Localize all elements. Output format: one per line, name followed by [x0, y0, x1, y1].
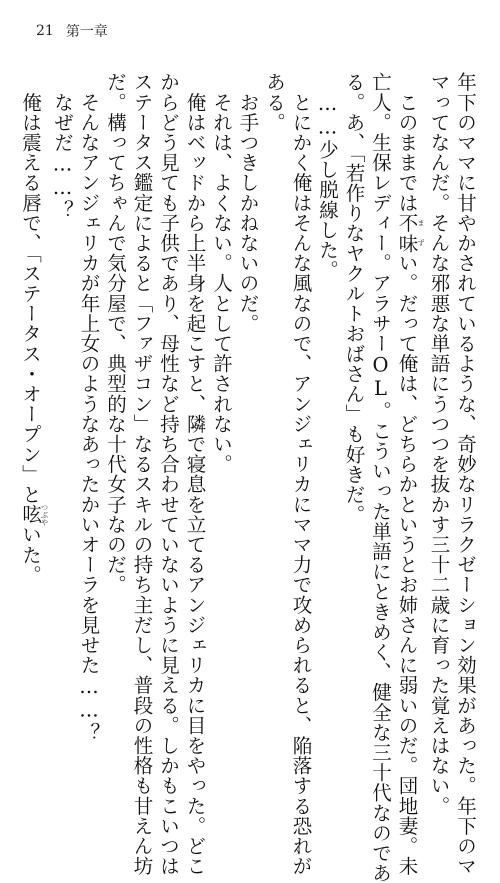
text-line: このままでは不味まずい。だって俺は、どちらかというとお姉さんに弱いのだ。団地妻。未	[395, 72, 426, 877]
text-line: なぜだ……？	[51, 72, 74, 220]
text-line: 俺は震える唇で、「ステータス・オープン」と呟つぶやいた。	[19, 72, 49, 585]
text-line: からどう見ても子供であり、母性など持ち合わせていないように見える。しかもこいつは	[157, 72, 180, 876]
text-line: とにかく俺はそんな風なので、アンジェリカにママ力で攻められると、陥落する恐れが	[289, 72, 313, 876]
body-text	[17, 72, 479, 883]
text-line: 年下のママに甘やかされているような、奇妙なリラクゼーション効果があった。年下のマ	[454, 72, 477, 876]
page-number: 21	[36, 23, 54, 39]
text-line: それは、よくない。人として許されない。	[210, 72, 233, 474]
text-line: ……少し脱線した。	[316, 72, 339, 280]
text-line: る。あ、「若作りなヤクルトおばさん」も好きだ。	[342, 72, 366, 525]
furigana: 不味まず	[395, 212, 426, 253]
text-line: マってなんだ。そんな邪悪な単語にうつつを抜かす三十二歳に育った覚えはない。	[427, 72, 451, 816]
text-line: 俺はベッドから上半身を起こすと、隣で寝息を立てるアンジェリカに目をやった。どこ	[183, 72, 207, 876]
text-line: ある。	[263, 72, 286, 133]
chapter-title: 第一章	[65, 24, 108, 40]
text-line: ステータス鑑定によると「ファザコン」なるスキルの持ち主だし、普段の性格も甘えん坊	[130, 72, 154, 876]
text-line: 亡人。生保レディー。アラサーOL。こういった単語にときめく、健全な三十代なのであ	[369, 72, 392, 883]
furigana: 呟つぶや	[19, 503, 49, 526]
text-line: だ。構ってちゃんで気分屋で、典型的な十代女子なのだ。	[104, 72, 127, 595]
text-line: そんなアンジェリカが年上女のようなあったかいオーラを見せた……？	[77, 72, 101, 743]
text-line: お手つきしかねないのだ。	[236, 72, 260, 334]
page-header	[36, 16, 108, 46]
